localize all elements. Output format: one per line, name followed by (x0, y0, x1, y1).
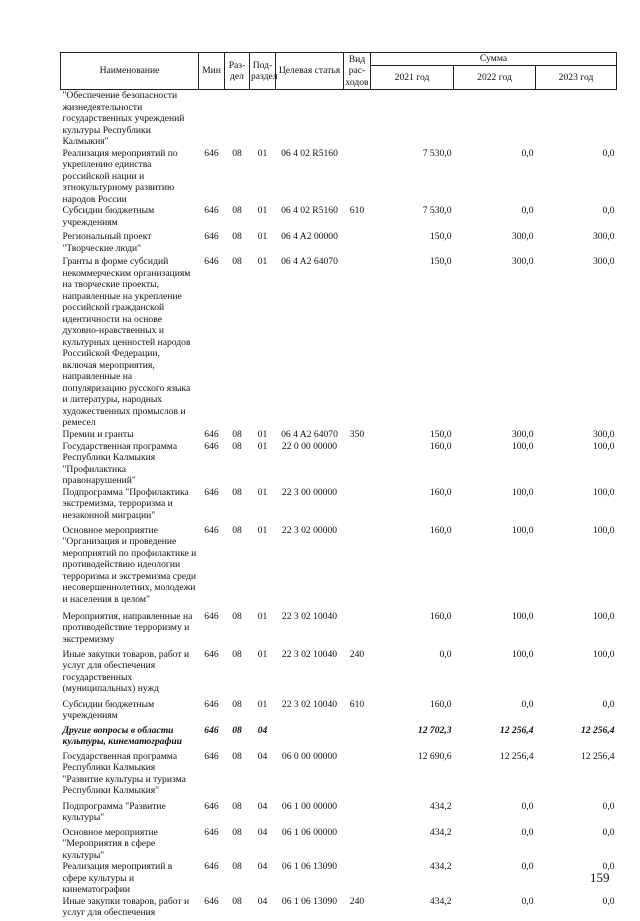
cell-razdel: 08 (232, 440, 242, 452)
cell-razdel: 08 (232, 428, 242, 440)
cell-target-article: 06 4 02 R5160 (281, 147, 338, 159)
cell-name: Субсидии бюджетным учреждениям (62, 205, 155, 228)
cell-target-article: 22 3 02 10040 (281, 698, 338, 710)
table-row (61, 487, 617, 525)
cell-expense-type: 350 (349, 428, 365, 440)
cell-expense-type: 240 (349, 648, 365, 660)
cell-razdel: 08 (232, 648, 242, 660)
cell-min: 646 (204, 256, 219, 267)
cell-podrazdel: 01 (257, 205, 268, 216)
header-year-2022: 2022 год (454, 66, 536, 90)
cell-sum-2022: 12 256,4 (499, 724, 534, 736)
cell-podrazdel: 04 (257, 895, 268, 907)
cell-sum-2021: 434,2 (429, 895, 452, 907)
table-row (61, 896, 617, 921)
cell-sum-2021: 7 530,0 (422, 205, 452, 216)
cell-name: Подпрограмма "Развитие культуры" (62, 800, 166, 823)
cell-name: Другие вопросы в области культуры, кинематографии (62, 724, 182, 747)
cell-sum-2023: 12 256,4 (580, 750, 615, 762)
header-year-2023: 2023 год (536, 66, 617, 90)
cell-name: "Обеспечение безопасности жизнедеятельности государственных учреждений культуры Республики Калмыкия" (62, 90, 185, 147)
cell-min: 646 (204, 524, 219, 536)
cell-sum-2023: 0,0 (602, 895, 615, 907)
cell-razdel: 08 (232, 486, 242, 498)
header-name: Наименование (61, 53, 199, 90)
cell-sum-2022: 100,0 (511, 440, 534, 452)
cell-sum-2021: 12 690,6 (417, 750, 452, 762)
cell-sum-2023: 0,0 (602, 826, 615, 838)
cell-podrazdel: 01 (257, 147, 268, 159)
table-row (61, 611, 617, 649)
cell-razdel (225, 90, 250, 148)
cell-expense-type (344, 861, 371, 896)
table-row (61, 256, 617, 429)
cell-sum-2021: 160,0 (429, 610, 452, 622)
table-row (61, 205, 617, 231)
cell-sum-2022: 0,0 (521, 147, 534, 159)
cell-name: Региональный проект "Творческие люди" (62, 231, 152, 254)
budget-table (60, 52, 617, 921)
cell-expense-type (344, 827, 371, 862)
cell-sum-2023: 0,0 (602, 800, 615, 812)
cell-sum-2023: 0,0 (602, 205, 615, 216)
cell-min: 646 (204, 486, 219, 498)
cell-sum-2022: 0,0 (521, 698, 534, 710)
cell-podrazdel: 01 (257, 524, 268, 536)
cell-razdel: 08 (232, 205, 242, 216)
table-row (61, 441, 617, 487)
cell-sum-2022: 0,0 (521, 895, 534, 907)
cell-expense-type (344, 148, 371, 206)
cell-min: 646 (204, 440, 219, 452)
cell-min: 646 (204, 610, 219, 622)
cell-razdel: 08 (232, 610, 242, 622)
cell-target-article (276, 725, 344, 751)
cell-sum-2022: 300,0 (511, 231, 534, 242)
cell-podrazdel: 04 (257, 724, 268, 736)
cell-name: Основное мероприятие "Мероприятия в сфере культуры" (62, 826, 158, 861)
header-sum: Сумма (371, 53, 617, 66)
cell-podrazdel: 01 (257, 231, 268, 242)
cell-expense-type: 240 (349, 895, 365, 907)
cell-sum-2021: 160,0 (429, 524, 452, 536)
cell-target-article: 06 4 A2 00000 (281, 231, 338, 242)
table-row (61, 649, 617, 699)
cell-sum-2021: 150,0 (429, 231, 452, 242)
cell-min: 646 (204, 205, 219, 216)
cell-sum-2023: 0,0 (602, 698, 615, 710)
table-body (61, 90, 617, 921)
cell-podrazdel: 04 (257, 861, 268, 872)
cell-razdel: 08 (232, 826, 242, 838)
cell-sum-2022: 0,0 (521, 861, 534, 872)
cell-min: 646 (204, 428, 219, 440)
cell-sum-2021: 160,0 (429, 698, 452, 710)
cell-target-article: 06 1 06 00000 (281, 826, 338, 838)
cell-expense-type (344, 725, 371, 751)
cell-target-article: 06 1 06 13090 (281, 895, 338, 907)
cell-sum-2023: 100,0 (592, 648, 615, 660)
cell-sum-2021: 434,2 (429, 861, 452, 872)
cell-sum-2023: 100,0 (592, 524, 615, 536)
cell-sum-2021: 7 530,0 (422, 147, 452, 159)
cell-razdel: 08 (232, 698, 242, 710)
cell-min (199, 90, 225, 148)
cell-expense-type: 610 (349, 698, 365, 710)
cell-sum-2022: 100,0 (511, 486, 534, 498)
cell-target-article (276, 90, 344, 148)
cell-sum-2021: 12 702,3 (417, 724, 452, 736)
cell-razdel: 08 (232, 256, 242, 267)
header-razdel: Раз-дел (225, 53, 250, 90)
table-row (61, 699, 617, 725)
cell-sum-2021: 434,2 (429, 800, 452, 812)
cell-sum-2023: 300,0 (592, 256, 615, 267)
cell-sum-2022: 100,0 (511, 610, 534, 622)
cell-podrazdel: 01 (257, 486, 268, 498)
cell-expense-type (344, 801, 371, 827)
cell-sum-2023: 100,0 (592, 486, 615, 498)
cell-sum-2021: 150,0 (429, 256, 452, 267)
cell-sum-2022: 100,0 (511, 524, 534, 536)
cell-sum-2023: 100,0 (592, 610, 615, 622)
cell-podrazdel: 01 (257, 440, 268, 452)
cell-sum-2022: 0,0 (521, 800, 534, 812)
cell-sum-2023: 300,0 (592, 231, 615, 242)
cell-expense-type (344, 751, 371, 801)
cell-expense-type (344, 525, 371, 611)
cell-podrazdel (250, 90, 276, 148)
cell-sum-2022: 0,0 (521, 826, 534, 838)
cell-target-article: 22 0 00 00000 (281, 440, 338, 452)
cell-podrazdel: 01 (257, 428, 268, 440)
cell-razdel: 08 (232, 861, 242, 872)
cell-sum-2021 (371, 90, 454, 148)
cell-name: Мероприятия, направленные на противодействие терроризму и экстремизму (62, 610, 193, 645)
table-header (61, 53, 617, 90)
cell-sum-2022: 12 256,4 (499, 750, 534, 762)
cell-sum-2023: 0,0 (602, 861, 615, 872)
cell-name: Гранты в форме субсидий некоммерческим организациям на творческие проекты, направленные на укрепление российской гражданской идентичности на основе духовно-нравственных и культурных ценностей народов Российской Федерации, включая мероприятия, направленные на популяризацию русского языка и литературы, народных художественных промыслов и ремесел (62, 256, 191, 428)
cell-name: Государственная программа Республики Калмыкия "Развитие культуры и туризма Республики Калмыкия" (62, 750, 186, 796)
cell-target-article: 06 4 A2 64070 (281, 256, 338, 267)
cell-sum-2022: 300,0 (511, 428, 534, 440)
cell-name: Реализация мероприятий в сфере культуры и кинематографии (62, 861, 173, 895)
cell-sum-2022: 100,0 (511, 648, 534, 660)
cell-podrazdel: 04 (257, 826, 268, 838)
cell-target-article: 06 4 02 R5160 (281, 205, 338, 216)
cell-expense-type (344, 231, 371, 256)
cell-name: Реализация мероприятий по укреплению единства российской нации и этнокультурному развитию народов России (62, 147, 178, 205)
cell-podrazdel: 04 (257, 750, 268, 762)
header-year-2021: 2021 год (371, 66, 454, 90)
cell-name: Иные закупки товаров, работ и услуг для обеспечения государственных (муниципальных) нужд (62, 648, 190, 694)
cell-razdel: 08 (232, 147, 242, 159)
table-row (61, 827, 617, 862)
cell-expense-type (344, 441, 371, 487)
table-row (61, 429, 617, 441)
cell-min: 646 (204, 147, 219, 159)
cell-target-article: 22 3 02 00000 (281, 524, 338, 536)
cell-min: 646 (204, 750, 219, 762)
cell-name: Субсидии бюджетным учреждениям (62, 698, 155, 721)
cell-podrazdel: 04 (257, 800, 268, 812)
table-row (61, 751, 617, 801)
cell-sum-2022 (454, 90, 536, 148)
cell-sum-2023 (536, 90, 617, 148)
cell-sum-2021: 160,0 (429, 486, 452, 498)
cell-min: 646 (204, 698, 219, 710)
cell-expense-type (344, 611, 371, 649)
table-row (61, 525, 617, 611)
header-min: Мин (199, 53, 225, 90)
cell-razdel: 08 (232, 895, 242, 907)
cell-target-article: 22 3 02 10040 (281, 610, 338, 622)
table-row (61, 90, 617, 148)
cell-sum-2023: 12 256,4 (580, 724, 615, 736)
table-row (61, 801, 617, 827)
cell-expense-type (344, 90, 371, 148)
header-podrazdel: Под-раздел (250, 53, 276, 90)
cell-sum-2021: 434,2 (429, 826, 452, 838)
cell-min: 646 (204, 800, 219, 812)
cell-name: Государственная программа Республики Калмыкия "Профилактика правонарушений" (62, 440, 178, 486)
header-expense-type: Вид рас-ходов (345, 53, 369, 88)
table-row (61, 725, 617, 751)
cell-podrazdel: 01 (257, 698, 268, 710)
cell-sum-2021: 150,0 (429, 428, 452, 440)
cell-name: Основное мероприятие "Организация и проведение мероприятий по профилактике и противодействию идеологии терроризма и экстремизма среди несовершеннолетних, молодежи и населения в целом" (62, 524, 197, 605)
cell-target-article: 06 4 A2 64070 (281, 428, 338, 440)
cell-name: Премии и гранты (62, 428, 134, 440)
table-row (61, 148, 617, 206)
cell-target-article: 06 1 06 13090 (281, 861, 338, 872)
header-target-article: Целевая статья (276, 53, 344, 90)
cell-min: 646 (204, 826, 219, 838)
cell-target-article: 22 3 02 10040 (281, 648, 338, 660)
cell-min: 646 (204, 861, 219, 872)
cell-name: Иные закупки товаров, работ и услуг для обеспечения (62, 895, 190, 918)
cell-expense-type (344, 487, 371, 525)
cell-razdel: 08 (232, 231, 242, 242)
cell-sum-2023: 0,0 (602, 147, 615, 159)
cell-expense-type (344, 256, 371, 429)
cell-podrazdel: 01 (257, 610, 268, 622)
cell-min: 646 (204, 648, 219, 660)
cell-min: 646 (204, 895, 219, 907)
page-number: 159 (590, 870, 610, 885)
cell-sum-2021: 160,0 (429, 440, 452, 452)
cell-sum-2023: 100,0 (592, 440, 615, 452)
table-row (61, 231, 617, 256)
cell-expense-type: 610 (349, 205, 365, 216)
cell-target-article: 22 3 00 00000 (281, 486, 338, 498)
table-row (61, 861, 617, 896)
cell-podrazdel: 01 (257, 648, 268, 660)
cell-razdel: 08 (232, 800, 242, 812)
cell-target-article: 06 0 00 00000 (281, 750, 338, 762)
cell-name: Подпрограмма "Профилактика экстремизма, терроризма и незаконной миграции" (62, 486, 189, 521)
cell-min: 646 (204, 231, 219, 242)
cell-razdel: 08 (232, 524, 242, 536)
cell-target-article: 06 1 00 00000 (281, 800, 338, 812)
cell-min: 646 (204, 724, 219, 736)
cell-razdel: 08 (232, 724, 242, 736)
cell-podrazdel: 01 (257, 256, 268, 267)
cell-sum-2021: 0,0 (439, 648, 452, 660)
cell-sum-2022: 0,0 (521, 205, 534, 216)
cell-sum-2023: 300,0 (592, 428, 615, 440)
cell-razdel: 08 (232, 750, 242, 762)
cell-sum-2022: 300,0 (511, 256, 534, 267)
